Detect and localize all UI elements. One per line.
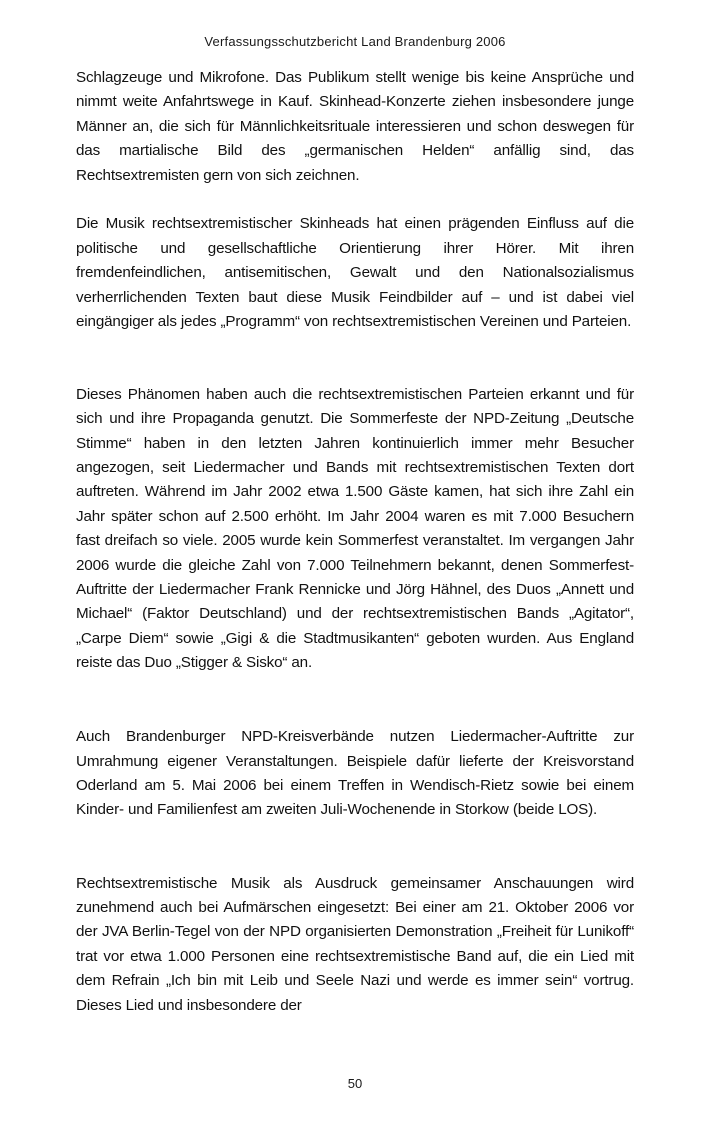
paragraph: Schlagzeuge und Mikrofone. Das Publikum stellt wenige bis keine Ansprüche und nimmt weite Anfahrtswege in Kauf. Skinhead-Konzerte ziehen insbesondere junge Männer an, die sich für Männlichkeitsrituale interessieren und schon deswegen für das martialische Bild des „germanischen Helden“ anfällig sind, das Rechtsextremisten gern von sich zeichnen. [76,69,634,184]
paragraph: Auch Brandenburger NPD-Kreisverbände nutzen Liedermacher-Auftritte zur Umrahmung eigener Veranstaltungen. Beispiele dafür lieferte der Kreisvorstand Oderland am 5. Mai 2006 bei einem Treffen in Wendisch-Rietz sowie bei einem Kinder- und Familienfest am zweiten Juli-Wochenende in Storkow (beide LOS). [76,728,634,819]
paragraph: Die Musik rechtsextremistischer Skinheads hat einen prägenden Einfluss auf die politische und gesellschaftliche Orientierung ihrer Hörer. Mit ihren fremdenfeindlichen, antisemitischen, Gewalt und den Nationalsozialismus verherrlichenden Texten baut diese Musik Feindbilder auf – und ist dabei viel eingängiger als jedes „Programm“ von rechtsextremistischen Vereinen und Parteien. [76,215,634,331]
paragraph: Rechtsextremistische Musik als Ausdruck gemeinsamer Anschauungen wird zunehmend auch bei Aufmärschen eingesetzt: Bei einer am 21. Oktober 2006 vor der JVA Berlin-Tegel von der NPD organisierten Demonstration „Freiheit für Lunikoff“ trat vor etwa 1.000 Personen eine rechtsextremistische Band auf, die ein Lied mit dem Refrain „Ich bin mit Leib und Seele Nazi und werde es immer sein“ vortrug. Dieses Lied und insbesondere der [76,874,634,1014]
page-body [76,66,634,1018]
paragraph: Dieses Phänomen haben auch die rechtsextremistischen Parteien erkannt und für sich und ihre Propaganda genutzt. Die Sommerfeste der NPD-Zeitung „Deutsche Stimme“ haben in den letzten Jahren kontinuierlich immer mehr Besucher angezogen, seit Liedermacher und Bands mit rechtsextremistischen Texten dort auftreten. Während im Jahr 2002 etwa 1.500 Gäste kamen, hat sich ihre Zahl ein Jahr später schon auf 2.500 erhöht. Im Jahr 2004 waren es mit 7.000 Besuchern fast dreifach so viele. 2005 wurde kein Sommerfest veranstaltet. Im vergangen Jahr 2006 wurde die gleiche Zahl von 7.000 Teilnehmern bekannt, denen Sommerfest-Auftritte der Liedermacher Frank Rennicke und Jörg Hähnel, des Duos „Annett und Michael“ (Faktor Deutschland) und der rechtsextremistischen Bands „Agitator“, „Carpe Diem“ sowie „Gigi & die Stadtmusikanten“ geboten wurden. Aus England reiste das Duo „Stigger & Sisko“ an. [76,385,634,672]
running-header: Verfassungsschutzbericht Land Brandenburg 2006 [204,34,506,49]
page-number: 50 [347,1076,363,1091]
